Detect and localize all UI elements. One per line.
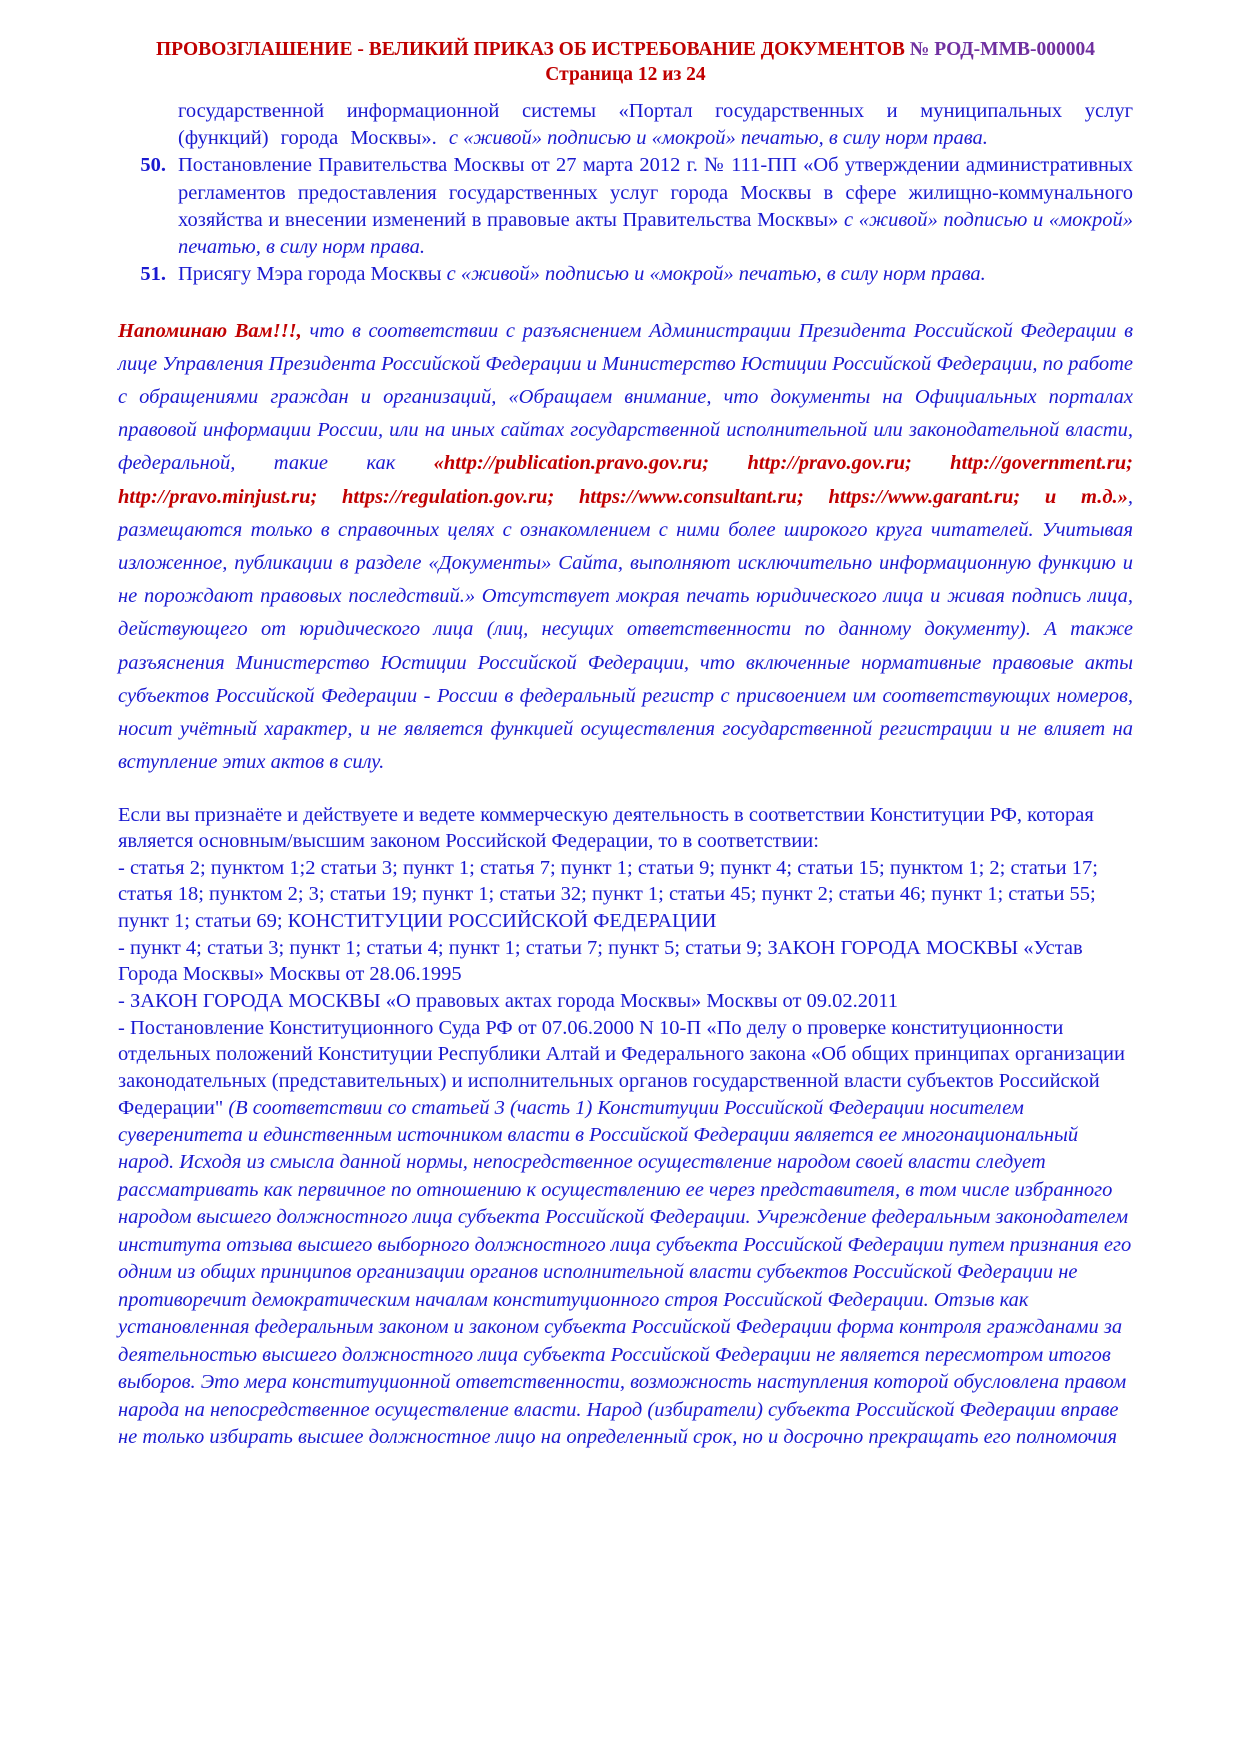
list-item-text-italic: с «живой» подписью и «мокрой» печатью, в силу норм права. bbox=[178, 208, 1133, 259]
lower-paragraph-1: Если вы признаёте и действуете и ведете коммерческую деятельность в соответствии Конституции РФ, которая является основным/высшим законом Российской Федерации, то в соответствии: bbox=[118, 803, 1094, 853]
lower-paragraph-5-normal: - Постановление Конституционного Суда РФ от 07.06.2000 N 10-П «По делу о проверке конституционности отдельных положений Конституции Республики Алтай и Федерального закона «Об общих принципах организации законодательных (представительных) и исполнительных органов государственной власти субъектов Российской Федерации" bbox=[118, 1016, 1125, 1119]
list-item-text: Присягу Мэра города Москвы bbox=[178, 263, 447, 286]
lead-paragraph-normal: государственной информационной системы «Портал государственных и муниципальных услуг (функций) города Москвы». bbox=[178, 99, 1133, 150]
header-title-number: № РОД-ММВ-000004 bbox=[909, 39, 1095, 60]
lower-paragraph-5 bbox=[118, 1015, 1133, 1452]
reminder-part-two: , размещаются только в справочных целях с ознакомлением с ними более широкого круга читателей. Учитывая изложенное, публикации в разделе «Документы» Сайта, выполняют исключительно информационную функцию и не порождают правовых последствий.» Отсутствует мокрая печать юридического лица и живая подпись лица, действующего от юридического лица (лиц, несущих ответственности по данному документу). А также разъяснения Министерство Юстиции Российской Федерации, что включенные нормативные правовые акты субъектов Российской Федерации - России в федеральный регистр с присвоением им соответствующих номеров, носит учётный характер, и не является функцией осуществления государственной регистрации и не влияет на вступление этих актов в силу. bbox=[118, 485, 1133, 774]
reminder-block bbox=[118, 315, 1133, 780]
lower-paragraph-4: - ЗАКОН ГОРОДА МОСКВЫ «О правовых актах города Москвы» Москвы от 09.02.2011 bbox=[118, 989, 899, 1012]
page-indicator: Страница 12 из 24 bbox=[545, 63, 706, 85]
reminder-lead-label: Напоминаю Вам!!!, bbox=[118, 319, 302, 342]
list-item-number: 50. bbox=[140, 154, 166, 177]
list-item-text: Постановление Правительства Москвы от 27 марта 2012 г. № 111-ПП «Об утверждении административных регламентов предоставления государственных услуг города Москвы в сфере жилищно-коммунального хозяйства и внесении изменений в правовые акты Правительства Москвы» bbox=[178, 154, 1133, 231]
document-header bbox=[118, 38, 1133, 88]
list-item bbox=[118, 261, 1133, 288]
lower-paragraph-5-italic: (В соответствии со статьей 3 (часть 1) Конституции Российской Федерации носителем суверенитета и единственным источником власти в Российской Федерации является ее многонациональный народ. Исходя из смысла данной нормы, непосредственное осуществление народом своей власти следует рассматривать как первичное по отношению к осуществлению ее через представителя, в том числе избранного народом высшего должностного лица субъекта Российской Федерации. Учреждение федеральным законодателем института отзыва высшего выборного должностного лица субъекта Российской Федерации путем признания его одним из общих принципов организации органов исполнительной власти субъектов Российской Федерации не противоречит демократическим началам конституционного строя Российской Федерации. Отзыв как установленная федеральным законом и законом субъекта Российской Федерации форма контроля гражданами за деятельностью высшего должностного лица субъекта Российской Федерации не является пересмотром итогов выборов. Это мера конституционной ответственности, возможность наступления которой обусловлена правом народа на непосредственное осуществление власти. Народ (избиратели) субъекта Российской Федерации вправе не только избирать высшее должностное лицо на определенный срок, но и досрочно прекращать его полномочия bbox=[118, 1096, 1132, 1449]
reminder-urls: «http://publication.pravo.gov.ru; http://pravo.gov.ru; http://government.ru; http://pravo.minjust.ru; https://regulation.gov.ru; https://www.consultant.ru; https://www.garant.ru; и т.д.» bbox=[118, 452, 1133, 508]
reminder-part-one: что в соответствии с разъяснением Администрации Президента Российской Федерации в лице Управления Президента Российской Федерации и Министерство Юстиции Российской Федерации, по работе с обращениями граждан и организаций, «Обращаем внимание, что документы на Официальных порталах правовой информации России, или на иных сайтах государственной исполнительной или законодательной власти, федеральной, такие как bbox=[118, 319, 1133, 475]
lower-paragraph-3: - пункт 4; статьи 3; пункт 1; статьи 4; пункт 1; статьи 7; пункт 5; статьи 9; ЗАКОН ГОРОДА МОСКВЫ «Устав Города Москвы» Москвы от 28.06.1995 bbox=[118, 936, 1083, 986]
lower-block bbox=[118, 802, 1133, 1452]
header-title-main: ПРОВОЗГЛАШЕНИЕ - ВЕЛИКИЙ ПРИКАЗ ОБ ИСТРЕБОВАНИЕ ДОКУМЕНТОВ bbox=[156, 39, 910, 60]
lead-paragraph-italic: с «живой» подписью и «мокрой» печатью, в силу норм права. bbox=[448, 127, 988, 150]
list-item-text-italic: с «живой» подписью и «мокрой» печатью, в силу норм права. bbox=[446, 263, 986, 286]
list-item-number: 51. bbox=[140, 263, 166, 286]
lower-paragraph-2: - статья 2; пунктом 1;2 статьи 3; пункт 1; статья 7; пункт 1; статьи 9; пункт 4; статьи 15; пунктом 1; 2; статьи 17; статья 18; пунктом 2; 3; статьи 19; пункт 1; статьи 32; пункт 1; статьи 45; пункт 2; статьи 46; пункт 1; статьи 55; пункт 1; статьи 69; КОНСТИТУЦИИ РОССИЙСКОЙ ФЕДЕРАЦИИ bbox=[118, 856, 1098, 933]
list-item bbox=[118, 152, 1133, 261]
lead-paragraph bbox=[178, 98, 1133, 153]
numbered-list bbox=[118, 152, 1133, 288]
